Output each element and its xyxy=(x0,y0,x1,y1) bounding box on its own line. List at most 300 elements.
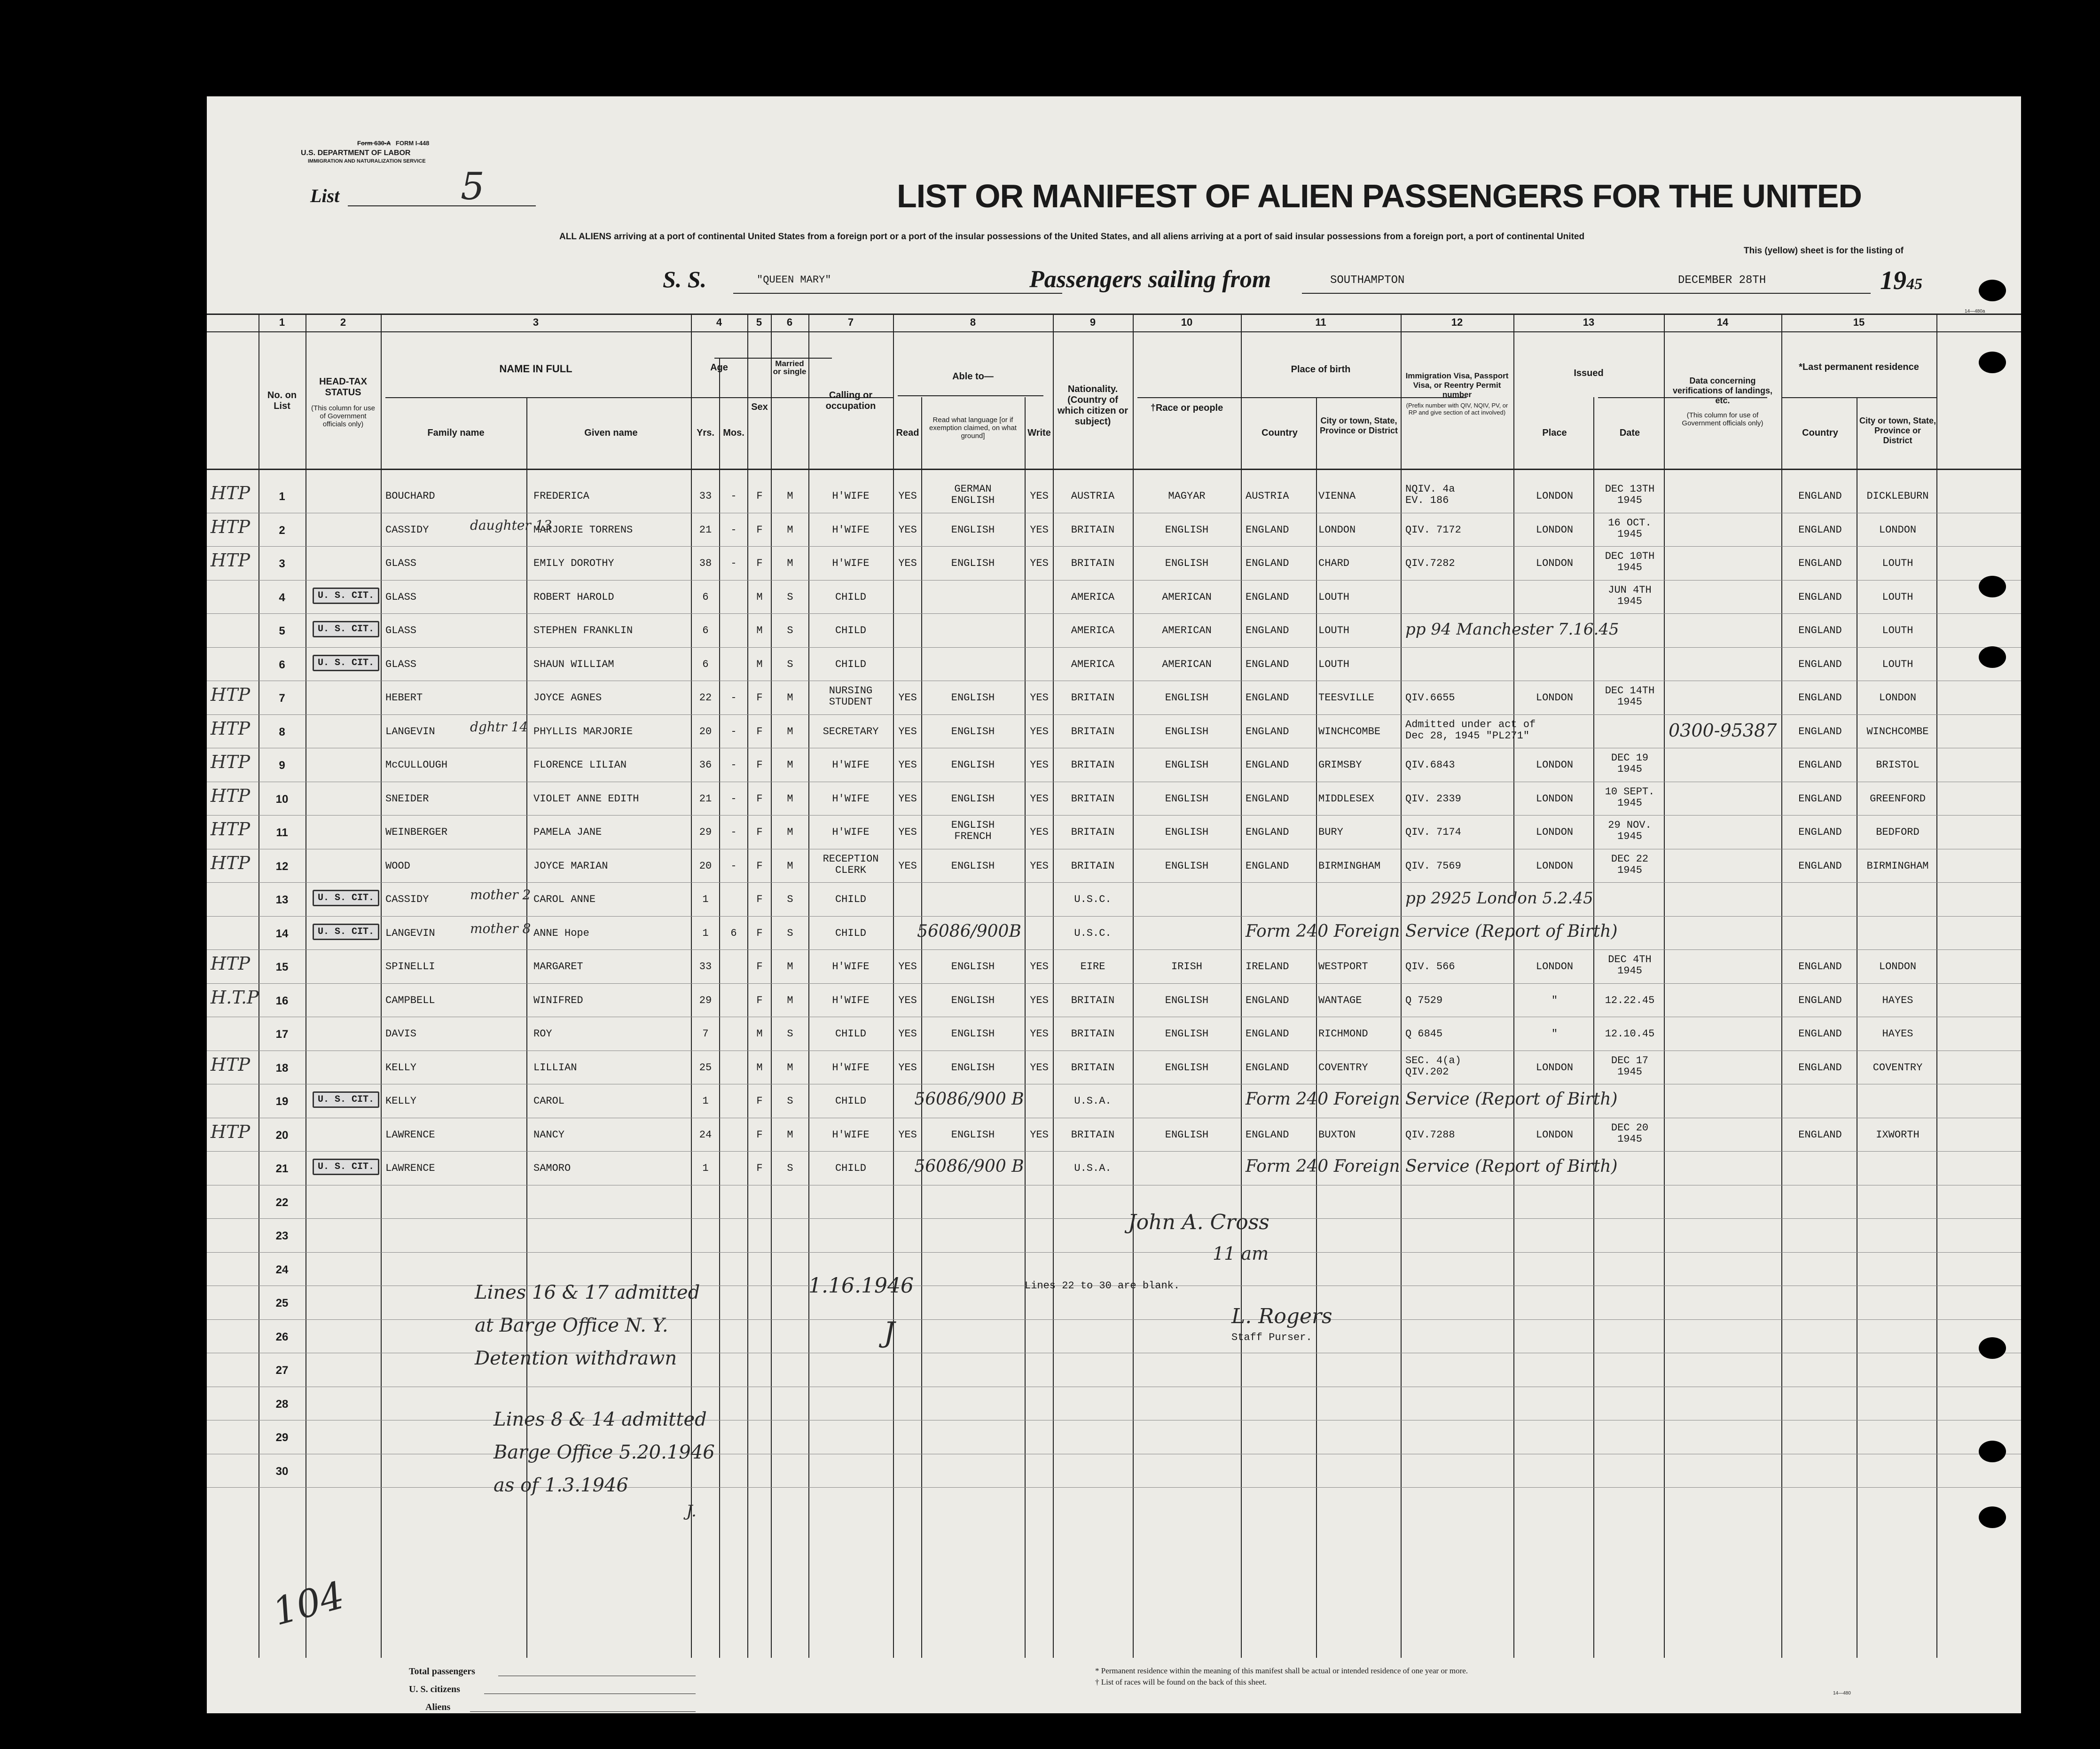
cell-iplace: LONDON xyxy=(1536,490,1574,502)
cell-n: 7 xyxy=(279,692,285,705)
cell-idate-line2: 1945 xyxy=(1617,494,1642,506)
cell-iplace: LONDON xyxy=(1536,860,1574,872)
admitted-date: 1.16.1946 xyxy=(808,1274,914,1298)
cell-lang: ENGLISH xyxy=(951,994,995,1006)
cell-bcountry: Form 240 Foreign Service (Report of Birth) xyxy=(1246,1157,1618,1176)
htp-mark: HTP xyxy=(211,852,251,873)
cell-n: 21 xyxy=(275,1162,289,1175)
col-num-1: 1 xyxy=(279,316,285,328)
footer-us-citizens: U. S. citizens xyxy=(409,1684,460,1694)
cell-occ-line1: NURSING xyxy=(829,685,873,697)
cell-bcity: BUXTON xyxy=(1318,1129,1356,1141)
cell-nat: BRITAIN xyxy=(1071,557,1115,569)
admitted-line-4: Lines 8 & 14 admitted xyxy=(494,1409,707,1430)
cell-bcountry: AUSTRIA xyxy=(1246,490,1289,502)
cell-rcity: HAYES xyxy=(1882,1028,1913,1040)
cell-mos: - xyxy=(730,826,737,838)
cell-rcity: COVENTRY xyxy=(1873,1061,1923,1074)
cell-lang: ENGLISH xyxy=(951,1129,995,1141)
cell-occ: H'WIFE xyxy=(832,759,870,771)
cell-given: MARGARET xyxy=(533,961,583,973)
cell-occ: CHILD xyxy=(835,1028,866,1040)
table-row xyxy=(207,1151,2021,1152)
cell-lang-line1: ENGLISH xyxy=(951,819,995,831)
col-num-9: 9 xyxy=(1089,316,1096,328)
cell-family: CAMPBELL xyxy=(385,994,435,1006)
inspector-time: 11 am xyxy=(1213,1243,1269,1264)
cell-race: ENGLISH xyxy=(1165,759,1209,771)
cell-bcountry: ENGLAND xyxy=(1246,591,1289,603)
cell-idate-line1: DEC 13TH xyxy=(1605,483,1655,495)
staff-purser: Staff Purser. xyxy=(1231,1332,1312,1343)
cell-visa: QIV.7282 xyxy=(1405,557,1455,569)
cell-sex: F xyxy=(756,894,763,905)
footer-code: 14—480 xyxy=(1833,1691,1851,1696)
cell-idate-line2: 1945 xyxy=(1617,763,1642,775)
cell-given: PHYLLIS MARJORIE xyxy=(533,725,633,737)
cell-family: LANGEVIN xyxy=(385,927,435,939)
cell-write: YES xyxy=(1030,860,1049,872)
hdr-yrs: Yrs. xyxy=(697,428,714,438)
cell-bcity: BIRMINGHAM xyxy=(1318,860,1381,872)
cell-iplace: LONDON xyxy=(1536,1061,1574,1074)
cell-yrs: 29 xyxy=(699,826,712,838)
cell-given: ROBERT HAROLD xyxy=(533,591,614,603)
cell-ms: S xyxy=(787,658,793,670)
us-cit-stamp: U. S. CIT. xyxy=(313,655,379,671)
form-number xyxy=(357,140,429,147)
cell-idate-line1: DEC 4TH xyxy=(1608,954,1652,965)
cell-sex: F xyxy=(756,524,763,536)
cell-bcountry: ENGLAND xyxy=(1246,658,1289,670)
cell-iplace: LONDON xyxy=(1536,1129,1574,1141)
cell-n: 12 xyxy=(275,860,289,873)
col-num-11: 11 xyxy=(1315,316,1326,328)
cell-yrs: 6 xyxy=(702,658,709,670)
cell-mos: - xyxy=(730,524,737,536)
cell-bcity: MIDDLESEX xyxy=(1318,792,1374,805)
cell-idate-line2: 1945 xyxy=(1617,1133,1642,1145)
cell-sex: F xyxy=(756,860,763,872)
cell-occ: H'WIFE xyxy=(832,490,870,502)
col-num-4: 4 xyxy=(716,316,722,328)
cell-read: YES xyxy=(898,557,917,569)
cell-n: 18 xyxy=(275,1061,289,1074)
cell-occ-line2: STUDENT xyxy=(829,696,873,708)
cell-visa: QIV. 7172 xyxy=(1405,524,1461,536)
col-num-13: 13 xyxy=(1583,316,1595,328)
hdr-visa: Immigration Visa, Passport Visa, or Reentry Permit number xyxy=(1405,371,1509,399)
cell-mos: - xyxy=(730,490,737,502)
htp-mark: HTP xyxy=(211,684,251,705)
cell-idate xyxy=(1596,1055,1664,1078)
cell-occ: CHILD xyxy=(835,591,866,603)
cell-mos: - xyxy=(730,725,737,737)
cell-bcity: COVENTRY xyxy=(1318,1061,1368,1074)
handwritten-note: mother 2 xyxy=(470,887,531,902)
cell-iplace: LONDON xyxy=(1536,759,1574,771)
cell-family: LAWRENCE xyxy=(385,1129,435,1141)
htp-mark: HTP xyxy=(211,718,251,739)
cell-idate xyxy=(1596,484,1664,506)
cell-n: 8 xyxy=(279,725,285,738)
cell-ms: M xyxy=(787,725,793,737)
cell-lang: ENGLISH xyxy=(951,792,995,805)
cell-read: 56086/900B xyxy=(917,921,1021,941)
cell-nat: BRITAIN xyxy=(1071,759,1115,771)
col-num-14: 14 xyxy=(1716,316,1729,328)
cell-given: ANNE Hope xyxy=(533,927,589,939)
cell-write: YES xyxy=(1030,490,1049,502)
cell-race: ENGLISH xyxy=(1165,860,1209,872)
cell-nat: AMERICA xyxy=(1071,625,1115,636)
cell-bcountry: ENGLAND xyxy=(1246,860,1289,872)
cell-occ xyxy=(811,685,891,708)
cell-read: YES xyxy=(898,759,917,771)
htp-mark: HTP xyxy=(211,785,251,806)
hdr-read-language: Read what language [or if exemption claimed, on what ground] xyxy=(929,416,1017,440)
cell-given: CAROL ANNE xyxy=(533,894,596,905)
hdr-race: †Race or people xyxy=(1150,403,1223,413)
cell-ms: M xyxy=(787,759,793,771)
cell-lang: ENGLISH xyxy=(951,1028,995,1040)
inspector-signature: John A. Cross xyxy=(1128,1210,1269,1234)
cell-sex: M xyxy=(756,1028,763,1040)
cell-read: YES xyxy=(898,725,917,737)
hdr-read: Read xyxy=(896,428,919,438)
cell-n: 14 xyxy=(275,927,289,940)
cell-idate-line1: 16 OCT. xyxy=(1608,517,1652,529)
cell-yrs: 25 xyxy=(699,1061,712,1074)
cell-family: CASSIDY xyxy=(385,894,429,905)
cell-given: PAMELA JANE xyxy=(533,826,602,838)
cell-given: JOYCE MARIAN xyxy=(533,860,608,872)
cell-idate-line2: 1945 xyxy=(1617,1066,1642,1078)
htp-mark: HTP xyxy=(211,483,251,503)
cell-rcountry: ENGLAND xyxy=(1798,692,1842,704)
cell-family: GLASS xyxy=(385,591,417,603)
cell-ms: M xyxy=(787,961,793,973)
us-cit-stamp: U. S. CIT. xyxy=(313,621,379,637)
cell-yrs: 1 xyxy=(702,1162,709,1174)
cell-write: YES xyxy=(1030,826,1049,838)
blank-lines-note: Lines 22 to 30 are blank. xyxy=(1025,1280,1180,1292)
cell-family: GLASS xyxy=(385,625,417,636)
blank-row-number: 26 xyxy=(275,1330,289,1343)
cell-family: KELLY xyxy=(385,1061,417,1074)
cell-ms: S xyxy=(787,927,793,939)
footer-note-1: * Permanent residence within the meaning of this manifest shall be actual or intended residence of one year or more. xyxy=(1095,1666,1468,1675)
cell-rcity: LONDON xyxy=(1879,961,1917,973)
cell-sex: F xyxy=(756,994,763,1006)
punch-hole xyxy=(1979,280,2006,301)
col-num-8: 8 xyxy=(970,316,976,328)
cell-rcity: LOUTH xyxy=(1882,591,1913,603)
table-row xyxy=(207,1252,2021,1253)
htp-mark: HTP xyxy=(211,819,251,839)
cell-given: EMILY DOROTHY xyxy=(533,557,614,569)
cell-write: YES xyxy=(1030,994,1049,1006)
cell-bcountry: ENGLAND xyxy=(1246,1028,1289,1040)
cell-bcity: TEESVILLE xyxy=(1318,692,1374,704)
blank-row-number: 27 xyxy=(275,1364,289,1377)
blank-row-number: 22 xyxy=(275,1196,289,1209)
admitted-line-3: Detention withdrawn xyxy=(475,1348,677,1369)
cell-ms: S xyxy=(787,1162,793,1174)
cell-rcountry: ENGLAND xyxy=(1798,557,1842,569)
cell-given: JOYCE AGNES xyxy=(533,692,602,704)
cell-iplace: LONDON xyxy=(1536,557,1574,569)
cell-occ: H'WIFE xyxy=(832,1061,870,1074)
cell-ms: M xyxy=(787,557,793,569)
hdr-issued-date: Date xyxy=(1619,428,1640,438)
cell-given: STEPHEN FRANKLIN xyxy=(533,625,633,636)
cell-bcountry: Form 240 Foreign Service (Report of Birth) xyxy=(1246,1090,1618,1109)
cell-nat: BRITAIN xyxy=(1071,1129,1115,1141)
col-num-10: 10 xyxy=(1181,316,1193,328)
cell-yrs: 1 xyxy=(702,927,709,939)
ship-name: "QUEEN MARY" xyxy=(757,274,831,286)
cell-family: DAVIS xyxy=(385,1028,417,1040)
cell-idate xyxy=(1596,518,1664,540)
cell-yrs: 7 xyxy=(702,1028,709,1040)
cell-family: GLASS xyxy=(385,658,417,670)
cell-bcountry: ENGLAND xyxy=(1246,524,1289,536)
cell-nat: U.S.A. xyxy=(1074,1095,1112,1107)
htp-mark: HTP xyxy=(211,953,251,974)
cell-nat: BRITAIN xyxy=(1071,725,1115,737)
cell-idate-line1: DEC 14TH xyxy=(1605,685,1655,697)
cell-nat: BRITAIN xyxy=(1071,792,1115,805)
cell-ms: S xyxy=(787,894,793,905)
cell-visa-line1: SEC. 4(a) xyxy=(1405,1054,1461,1067)
cell-read: YES xyxy=(898,994,917,1006)
cell-ms: S xyxy=(787,591,793,603)
cell-nat: BRITAIN xyxy=(1071,860,1115,872)
cell-bcountry: ENGLAND xyxy=(1246,826,1289,838)
cell-idate-line2: 1945 xyxy=(1617,864,1642,876)
cell-occ: CHILD xyxy=(835,927,866,939)
cell-read: YES xyxy=(898,1028,917,1040)
cell-visa: pp 2925 London 5.2.45 xyxy=(1405,889,1593,908)
cell-bcity: WESTPORT xyxy=(1318,961,1368,973)
cell-given: FREDERICA xyxy=(533,490,589,502)
cell-lang: ENGLISH xyxy=(951,692,995,704)
cell-given: WINIFRED xyxy=(533,994,583,1006)
cell-visa-line2: EV. 186 xyxy=(1405,494,1449,506)
cell-idate xyxy=(1596,551,1664,573)
cell-sex: M xyxy=(756,591,763,603)
cell-occ: CHILD xyxy=(835,658,866,670)
year-suffix: 45 xyxy=(1906,275,1922,293)
punch-hole xyxy=(1979,1441,2006,1462)
cell-given: FLORENCE LILIAN xyxy=(533,759,627,771)
cell-bcountry: IRELAND xyxy=(1246,961,1289,973)
cell-ms: M xyxy=(787,826,793,838)
cell-sex: F xyxy=(756,759,763,771)
cell-given: ROY xyxy=(533,1028,552,1040)
htp-mark: HTP xyxy=(211,752,251,772)
cell-mos: 6 xyxy=(730,927,737,939)
cell-read: YES xyxy=(898,826,917,838)
cell-rcity: GREENFORD xyxy=(1870,792,1926,805)
htp-mark: HTP xyxy=(211,516,251,537)
cell-n: 20 xyxy=(275,1129,289,1142)
handwritten-note: dghtr 14 xyxy=(470,719,528,735)
cell-rcountry: ENGLAND xyxy=(1798,1028,1842,1040)
cell-race: AMERICAN xyxy=(1162,591,1212,603)
cell-n: 10 xyxy=(275,792,289,806)
table-row xyxy=(207,949,2021,950)
cell-bcity: LONDON xyxy=(1318,524,1356,536)
cell-family: SPINELLI xyxy=(385,961,435,973)
cell-sex: F xyxy=(756,961,763,973)
cell-visa: pp 94 Manchester 7.16.45 xyxy=(1405,620,1619,639)
cell-nat: AUSTRIA xyxy=(1071,490,1115,502)
hdr-res-city: City or town, State, Province or District xyxy=(1859,416,1936,445)
cell-rcity: LOUTH xyxy=(1882,557,1913,569)
cell-idate xyxy=(1596,954,1664,977)
cell-v14: 0300-95387 xyxy=(1669,720,1777,741)
subtitle-line2: This (yellow) sheet is for the listing of xyxy=(1744,246,1904,256)
cell-bcity: BURY xyxy=(1318,826,1343,838)
cell-rcountry: ENGLAND xyxy=(1798,591,1842,603)
punch-hole xyxy=(1979,1337,2006,1359)
cell-sex: F xyxy=(756,692,763,704)
cell-yrs: 33 xyxy=(699,961,712,973)
htp-mark: HTP xyxy=(211,550,251,571)
cell-n: 11 xyxy=(276,826,288,839)
cell-occ: H'WIFE xyxy=(832,994,870,1006)
purser-signature: L. Rogers xyxy=(1231,1304,1332,1328)
cell-idate-line1: DEC 19 xyxy=(1611,752,1649,764)
cell-nat: BRITAIN xyxy=(1071,524,1115,536)
punch-hole xyxy=(1979,576,2006,597)
cell-mos: - xyxy=(730,692,737,704)
cell-idate-line1: 29 NOV. xyxy=(1608,819,1652,831)
cell-rcountry: ENGLAND xyxy=(1798,792,1842,805)
cell-iplace: LONDON xyxy=(1536,826,1574,838)
cell-n: 1 xyxy=(279,490,285,503)
cell-visa xyxy=(1405,1055,1461,1078)
cell-n: 6 xyxy=(279,658,285,671)
cell-ms: M xyxy=(787,1129,793,1141)
hdr-calling: Calling or occupation xyxy=(825,390,876,411)
hdr-write: Write xyxy=(1027,428,1051,438)
cell-family: WOOD xyxy=(385,860,410,872)
cell-race: ENGLISH xyxy=(1165,1129,1209,1141)
cell-sex: F xyxy=(756,1162,763,1174)
cell-rcountry: ENGLAND xyxy=(1798,490,1842,502)
cell-occ-line1: RECEPTION xyxy=(823,853,879,865)
sailing-label: Passengers sailing from xyxy=(1029,266,1271,293)
hdr-married: Married or single xyxy=(773,359,807,376)
cell-bcountry: ENGLAND xyxy=(1246,692,1289,704)
cell-yrs: 20 xyxy=(699,860,712,872)
cell-read: YES xyxy=(898,490,917,502)
list-label: List xyxy=(310,185,340,206)
cell-rcity: BRISTOL xyxy=(1876,759,1920,771)
cell-occ: CHILD xyxy=(835,625,866,636)
cell-nat: BRITAIN xyxy=(1071,1028,1115,1040)
table-row xyxy=(207,815,2021,816)
cell-yrs: 36 xyxy=(699,759,712,771)
cell-rcountry: ENGLAND xyxy=(1798,524,1842,536)
cell-nat: U.S.A. xyxy=(1074,1162,1112,1174)
cell-visa: QIV. 7569 xyxy=(1405,860,1461,872)
cell-nat: BRITAIN xyxy=(1071,1061,1115,1074)
cell-occ xyxy=(811,854,891,876)
hdr-place-of-birth: Place of birth xyxy=(1291,364,1351,375)
table-row xyxy=(207,983,2021,984)
cell-rcountry: ENGLAND xyxy=(1798,860,1842,872)
cell-n: 19 xyxy=(275,1095,289,1108)
blank-row-number: 28 xyxy=(275,1397,289,1411)
form-number-current: FORM I-448 xyxy=(395,140,430,147)
cell-rcountry: ENGLAND xyxy=(1798,658,1842,670)
cell-visa-line2: Dec 28, 1945 "PL271" xyxy=(1405,729,1530,742)
cell-n: 3 xyxy=(279,557,285,570)
cell-occ-line2: CLERK xyxy=(835,864,866,876)
cell-bcity: WINCHCOMBE xyxy=(1318,725,1381,737)
cell-occ: H'WIFE xyxy=(832,557,870,569)
col-num-12: 12 xyxy=(1451,316,1463,328)
hdr-name-in-full: NAME IN FULL xyxy=(499,363,572,375)
sheet-count: 104 xyxy=(268,1573,349,1634)
cell-race: AMERICAN xyxy=(1162,658,1212,670)
handwritten-note: mother 8 xyxy=(470,920,531,936)
cell-n: 15 xyxy=(275,961,289,973)
cell-write: YES xyxy=(1030,725,1049,737)
cell-mos: - xyxy=(730,792,737,805)
cell-read: 56086/900 B xyxy=(914,1157,1024,1176)
punch-hole xyxy=(1979,646,2006,668)
cell-rcity: HAYES xyxy=(1882,994,1913,1006)
cell-sex: F xyxy=(756,826,763,838)
cell-write: YES xyxy=(1030,1061,1049,1074)
table-row xyxy=(207,546,2021,547)
cell-yrs: 20 xyxy=(699,725,712,737)
cell-idate xyxy=(1596,820,1664,842)
admitted-note-1 xyxy=(475,1276,700,1375)
cell-write: YES xyxy=(1030,1129,1049,1141)
cell-n: 13 xyxy=(275,894,289,906)
cell-rcity: LONDON xyxy=(1879,524,1917,536)
ss-label: S. S. xyxy=(663,266,707,292)
cell-yrs: 6 xyxy=(702,625,709,636)
cell-yrs: 29 xyxy=(699,994,712,1006)
cell-write: YES xyxy=(1030,792,1049,805)
cell-family: HEBERT xyxy=(385,692,423,704)
cell-write: YES xyxy=(1030,1028,1049,1040)
cell-sex: F xyxy=(756,792,763,805)
cell-family: GLASS xyxy=(385,557,417,569)
cell-lang: ENGLISH xyxy=(951,524,995,536)
cell-lang-line2: FRENCH xyxy=(954,831,992,842)
cell-ms: M xyxy=(787,994,793,1006)
cell-family: BOUCHARD xyxy=(385,490,435,502)
cell-nat: U.S.C. xyxy=(1074,894,1112,905)
cell-lang-line2: ENGLISH xyxy=(951,494,995,506)
subtitle-line1: ALL ALIENS arriving at a port of continental United States from a foreign port or a port of the insular possessions of the United States, and all aliens arriving at a port of said insular possessions from a foreign port, a port of continental United xyxy=(559,232,1585,242)
hdr-last-residence: *Last permanent residence xyxy=(1799,362,1919,372)
cell-idate-line2: 1945 xyxy=(1617,562,1642,573)
htp-mark: HTP xyxy=(211,1121,251,1142)
cell-write: YES xyxy=(1030,524,1049,536)
initials-2: J. xyxy=(686,1502,697,1521)
cell-lang: ENGLISH xyxy=(951,1061,995,1074)
cell-iplace: LONDON xyxy=(1536,692,1574,704)
